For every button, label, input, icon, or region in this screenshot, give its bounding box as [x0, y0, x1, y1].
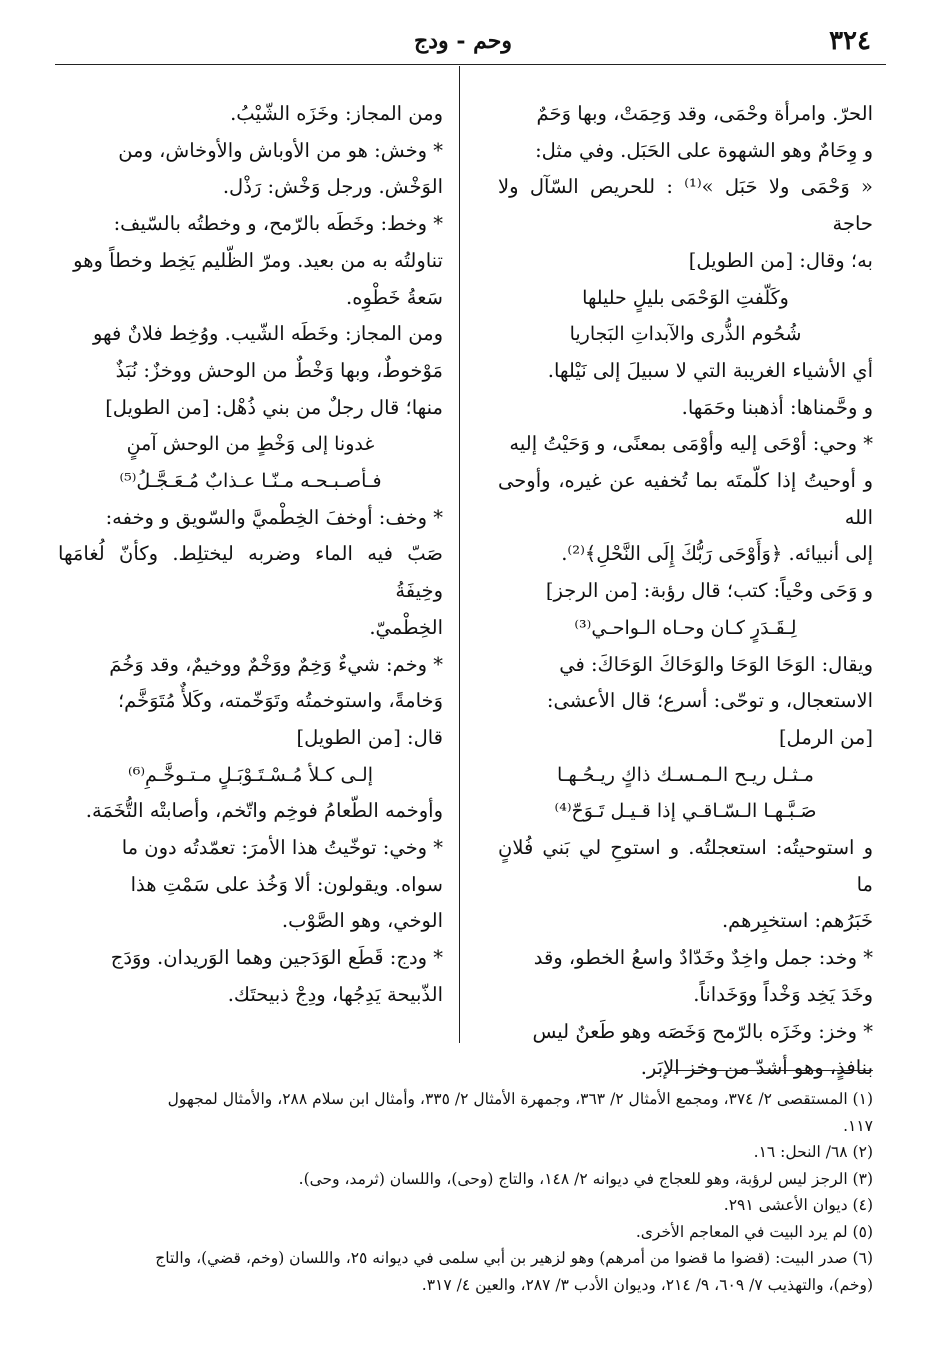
text-line: وخَدَ يَخِد وَخْداً ووَخَداناً.	[693, 982, 873, 1006]
text-line: [من الرمل]	[778, 725, 873, 749]
text-line: ومن المجاز: وخَطَه الشّيب. ووُخِط فلانٌ فهو	[92, 322, 443, 346]
text-line: و أوحيتُ إذا كلّمتَه بما تُخفيه عن غيره، وأوحى الله	[498, 469, 873, 529]
verse-line: إلـى كـلأ مُـسْـتَـوْبَـلٍ مـتـوخَّـمِ⁽⁶⁾	[128, 763, 373, 786]
verse-line: صَـبَّـهـا الـسّـاقـي إذا قـيـل تَـوَحّ⁽⁴⁾	[554, 800, 817, 823]
left-column	[58, 96, 443, 1014]
text-line: سَعةُ خَطْوِه.	[346, 285, 443, 309]
footnote-line: ١١٧.	[843, 1116, 873, 1135]
text-line: الحرّ. وامرأة وحْمَى، وقد وَحِمَتْ، وبها وَحَمٌ	[536, 102, 873, 125]
footnote-line: (٢) ٦٨/ النحل: ١٦.	[753, 1143, 873, 1161]
footnote-rule	[670, 1070, 873, 1071]
text-line: * وخط: وخَطَه بالرّمح، و وخطتُه بالسّيف:	[113, 212, 443, 236]
right-column	[498, 96, 873, 1087]
text-line: إلى أنبيائه. ﴿وَأَوْحَى رَبُّكَ إِلَى النَّحْلِ﴾⁽²⁾.	[561, 542, 873, 566]
footnote-line: (١) المستقصى ٢/ ٣٧٤، ومجمع الأمثال ٢/ ٣٦٣، وجمهرة الأمثال ٢/ ٣٣٥، وأمثال ابن سلام ٢٨٨، والأمثال لمجهول	[167, 1090, 873, 1108]
text-line: تناولتُه به من بعيد. ومرّ الظّليم يَخِط وخطاً وهو	[73, 248, 443, 272]
verse-line: مـثـل ريـح الـمـسـك ذاكٍ ريـحُـهـا	[557, 763, 814, 786]
text-line: الوَخْش. ورجل وَخْش: رَذْل.	[222, 175, 443, 199]
text-line: ويقال: الوَحَا الوَحَا والوَحَاكَ الوَحَاكَ: في	[559, 652, 873, 676]
text-line: * وخش: هو من الأوباش والأوخاش، ومن	[118, 138, 443, 162]
verse-line: لِـقَـدَرٍ كـان وحـاه الـواحـي⁽³⁾	[574, 616, 797, 639]
text-line: * وحي: أوْحَى إليه وأوْمَى بمعنًى، و وَحَيْتُ إليه	[509, 432, 873, 456]
text-line: وَخامةً، واستوخمتُه وتَوَخّمته، وكَلأٌ مُتَوَخَّم؛	[117, 689, 443, 713]
text-line: * وخد: جمل واخِدٌ وخَدّادٌ واسعُ الخطو، وقد	[533, 946, 873, 970]
verse-line: غدونا إلى وَخْطٍ من الوحش آمنٍ	[126, 433, 375, 456]
text-line: منها؛ قال رجلٌ من بني ذُهْل: [من الطويل]	[105, 395, 443, 419]
text-line: الذّبيحة يَدِجُها، ودِجْ ذبيحتَك.	[227, 982, 443, 1006]
verse-line: شُحُوم الذُّرى والآبداتِ البَجاريا	[569, 323, 802, 346]
text-line: أي الأشياء الغريبة التي لا سبيلَ إلى نَيْلها.	[547, 358, 873, 382]
text-line: و وحَّمناها: أذهبنا وحَمَها.	[681, 395, 873, 419]
verse-line: وكَلّفتِ الوَحْمَى بليلٍ حليلها	[582, 286, 789, 309]
text-line: سواه. ويقولون: ألا وَخُذ على سَمْتِ هذا	[130, 872, 443, 896]
text-line: وأوخمه الطّعامُ فوخِم واتّخم، وأصابتْه التُّخَمَة.	[85, 799, 443, 823]
text-line: و وَحَى وحْياً: كتب؛ قال رؤبة: [من الرجز]	[545, 579, 873, 603]
text-line: * وخي: توخّيتُ هذا الأمرَ: تعمّدتُه دون ما	[121, 836, 443, 860]
footnote-line: (وخم)، والتهذيب ٧/ ٦٠٩، ٩/ ٢١٤، وديوان الأدب ٣/ ٢٨٧، والعين ٤/ ٣١٧.	[421, 1275, 873, 1294]
verse-line: فـأصـبـحـه مـنّـا عـذابٌ مُـعَـجَّـلُ⁽⁵⁾	[119, 470, 382, 493]
running-title: وحم - ودج	[414, 28, 512, 54]
text-line: به؛ وقال: [من الطويل]	[688, 248, 873, 272]
column-divider	[459, 66, 460, 1043]
footnote-line: (٤) ديوان الأعشى ٢٩١.	[723, 1196, 873, 1214]
text-line: خَبَرُهم: استخبِرهم.	[721, 909, 873, 933]
text-line: الاستعجال، و توحّى: أسرع؛ قال الأعشى:	[546, 689, 873, 713]
text-line: * وخف: أوخفَ الخِطْميَّ والسّويق و وخفه:	[105, 505, 443, 529]
header-rule	[55, 64, 886, 65]
text-line: و استوحيتُه: استعجلتُه. و استوحِ لي بَني فُلانٍ ما	[498, 836, 873, 896]
text-line: و وِحَامٌ وهو الشهوة على الحَبَل. وفي مثل:	[535, 138, 873, 162]
text-line: مَوْخوطٌ، وبها وَخْطٌ من الوحش ووخزٌ: نُبَذٌ	[115, 358, 443, 382]
text-line: قال: [من الطويل]	[296, 725, 443, 749]
page-header	[55, 22, 871, 62]
text-line: بنافذٍ، وهو أشدّ من وخز الإبَر.	[640, 1056, 873, 1080]
footnote-line: (٥) لم يرد البيت في المعاجم الأخرى.	[635, 1222, 873, 1241]
footnote-line: (٣) الرجز ليس لرؤبة، وهو للعجاج في ديوانه ٢/ ١٤٨، والتاج (وحى)، واللسان (ثرمد، وحى).	[298, 1169, 873, 1188]
footnote-line: (٦) صدر البيت: (قضوا ما قضوا من أمرهم) وهو لزهير بن أبي سلمى في ديوانه ٢٥، واللسان (وخم، قضي)، والتاج	[155, 1249, 873, 1267]
text-line: ومن المجاز: وخَزَه الشّيْبُ.	[230, 102, 443, 125]
text-line: الخِطْميّ.	[369, 615, 443, 639]
text-line: * وخم: شيءٌ وَخِمٌ ووَخْمٌ ووخيمٌ، وقد وَخُمَ	[109, 652, 443, 676]
text-line: * وخز: وخَزَه بالرّمح وَخَصَه وهو طَعنٌ ليس	[532, 1019, 873, 1043]
text-line: « وَحْمَى ولا حَبَل »⁽¹⁾ : للحريص السّآل ولا حاجة	[498, 175, 873, 236]
text-line: الوخي، وهو الصَّوْب.	[281, 909, 443, 933]
text-line: صَبّ فيه الماء وضربه ليختلِط. وكأنّ لُغامَها وخِيفَةُ	[58, 542, 443, 603]
text-line: * ودج: قَطَع الوَدَجين وهما الوَريدان. ووَدَج	[110, 946, 443, 970]
footnotes	[55, 1086, 873, 1298]
page-number: ٣٢٤	[829, 26, 871, 56]
